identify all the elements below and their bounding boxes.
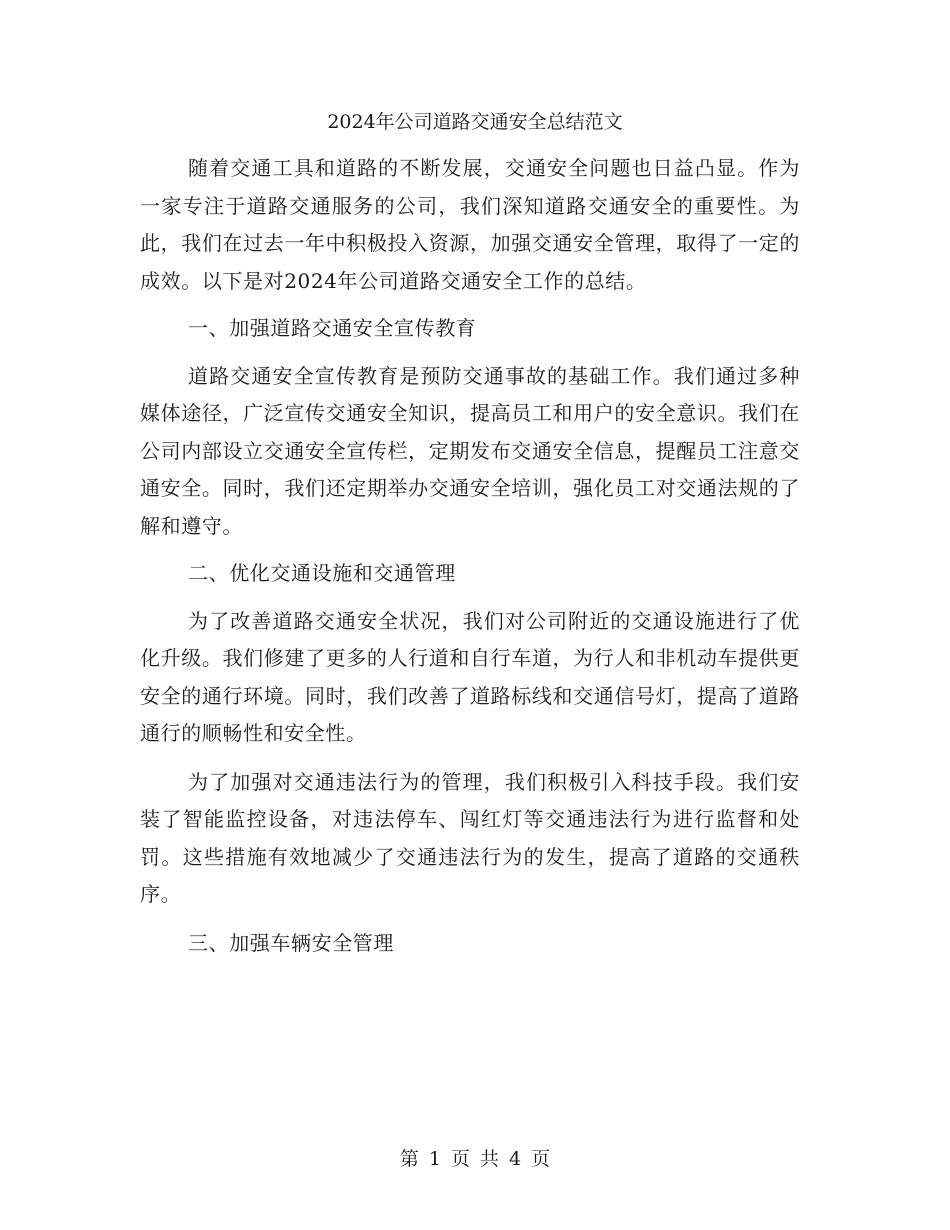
section-heading-3: 三、加强车辆安全管理 bbox=[188, 930, 394, 955]
intro-paragraph: 随着交通工具和道路的不断发展，交通安全问题也日益凸显。作为一家专注于道路交通服务的公司，我们深知道路交通安全的重要性。为此，我们在过去一年中积极投入资源，加强交通安全管理，取得了一定的成效。以下是对2024年公司道路交通安全工作的总结。 bbox=[140, 156, 800, 293]
page-number-footer: 第 1 页 共 4 页 bbox=[399, 1148, 551, 1170]
section2-paragraph-1: 为了改善道路交通安全状况，我们对公司附近的交通设施进行了优化升级。我们修建了更多的人行道和自行车道，为行人和非机动车提供更安全的通行环境。同时，我们改善了道路标线和交通信号灯，提高了道路通行的顺畅性和安全性。 bbox=[140, 608, 800, 745]
section-heading-2: 二、优化交通设施和交通管理 bbox=[188, 561, 456, 585]
section-heading-1: 一、加强道路交通安全宣传教育 bbox=[188, 316, 477, 340]
section2-paragraph-2: 为了加强对交通违法行为的管理，我们积极引入科技手段。我们安装了智能监控设备，对违法停车、闯红灯等交通违法行为进行监督和处罚。这些措施有效地减少了交通违法行为的发生，提高了道路的交通秩序。 bbox=[140, 769, 800, 906]
document-body bbox=[140, 150, 800, 962]
document-title: 2024年公司道路交通安全总结范文 bbox=[327, 111, 623, 133]
section1-paragraph-1: 道路交通安全宣传教育是预防交通事故的基础工作。我们通过多种媒体途径，广泛宣传交通安全知识，提高员工和用户的安全意识。我们在公司内部设立交通安全宣传栏，定期发布交通安全信息，提醒员工注意交通安全。同时，我们还定期举办交通安全培训，强化员工对交通法规的了解和遵守。 bbox=[140, 363, 800, 538]
